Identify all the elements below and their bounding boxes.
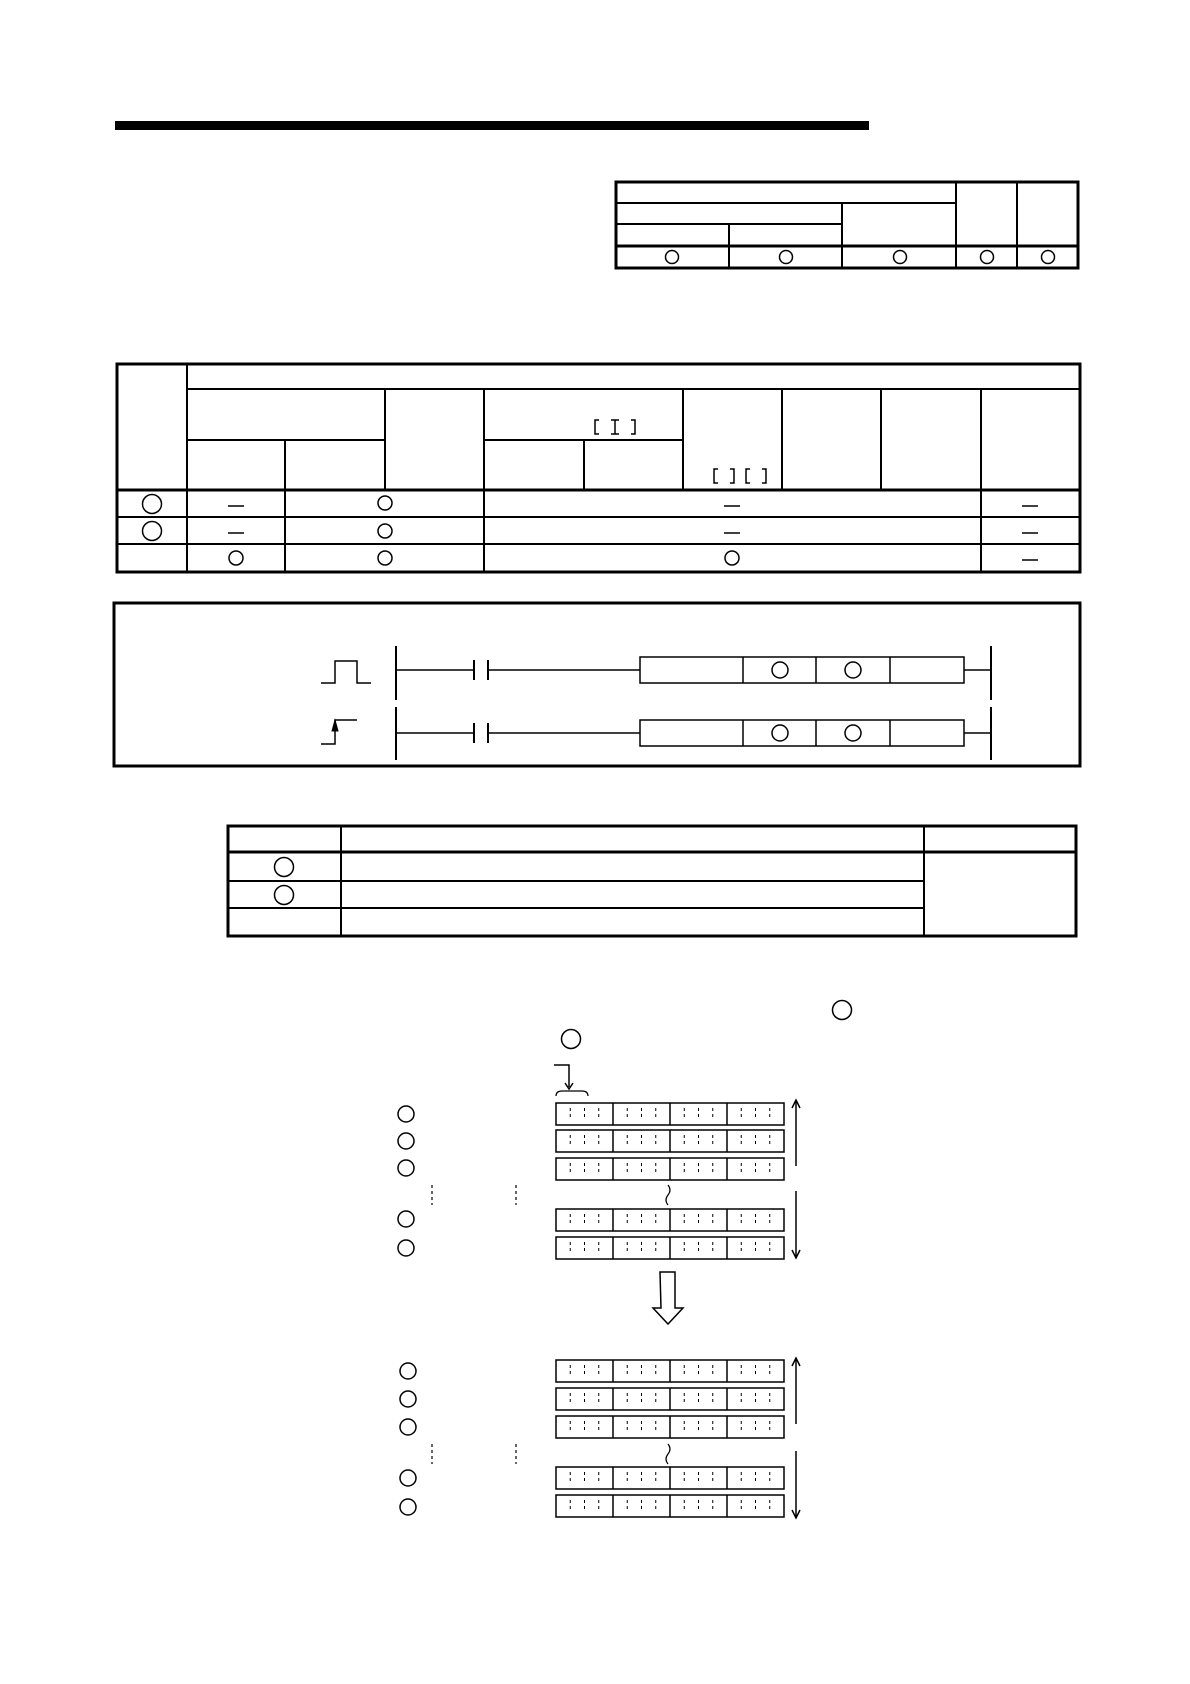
device-mark [378, 524, 392, 538]
transfer-arrow [653, 1272, 683, 1324]
setting-row2-mark [275, 886, 294, 905]
register-row [556, 1237, 784, 1259]
register-row [556, 1416, 784, 1438]
section-header-bar [115, 121, 869, 130]
setting-row1-mark [275, 858, 294, 877]
upper-row-mark [398, 1106, 414, 1122]
ladder-arg-1 [772, 662, 788, 678]
register-row [556, 1130, 784, 1152]
ladder-arg-2 [845, 662, 861, 678]
usable-device-table [117, 364, 1080, 572]
register-row [556, 1209, 784, 1231]
upper-row-mark [398, 1133, 414, 1149]
register-row [556, 1495, 784, 1517]
rising-edge-symbol [321, 720, 357, 744]
device-row1-mark [143, 495, 162, 514]
device-mark [378, 551, 392, 565]
register-row [556, 1467, 784, 1489]
cpu-mark-2 [780, 251, 793, 264]
device-mark [229, 551, 243, 565]
ladder-arg-2 [845, 725, 861, 741]
lower-row-mark [400, 1363, 416, 1379]
cpu-mark-4 [981, 251, 994, 264]
cpu-mark-5 [1042, 251, 1055, 264]
lower-row-mark [400, 1419, 416, 1435]
cpu-mark-1 [666, 251, 679, 264]
device-mark [725, 551, 739, 565]
bracket-glyph [595, 420, 766, 483]
cpu-mark-3 [894, 251, 907, 264]
function-mark-top-left [562, 1030, 581, 1049]
upper-row-mark [398, 1160, 414, 1176]
ladder-arg-1 [772, 725, 788, 741]
pulse-symbol [321, 661, 371, 683]
upper-row-mark [398, 1211, 414, 1227]
register-row [556, 1388, 784, 1410]
register-row [556, 1158, 784, 1180]
function-mark-top-right [833, 1001, 852, 1020]
applicable-cpu-table [616, 182, 1078, 268]
upper-row-mark [398, 1240, 414, 1256]
register-row [556, 1360, 784, 1382]
ladder-diagram [114, 603, 1080, 766]
setting-data-table [228, 826, 1076, 936]
lower-row-mark [400, 1499, 416, 1515]
function-diagram [398, 1001, 852, 1519]
register-row [556, 1103, 784, 1125]
lower-row-mark [400, 1470, 416, 1486]
device-mark [378, 496, 392, 510]
device-row2-mark [143, 522, 162, 541]
lower-row-mark [400, 1391, 416, 1407]
